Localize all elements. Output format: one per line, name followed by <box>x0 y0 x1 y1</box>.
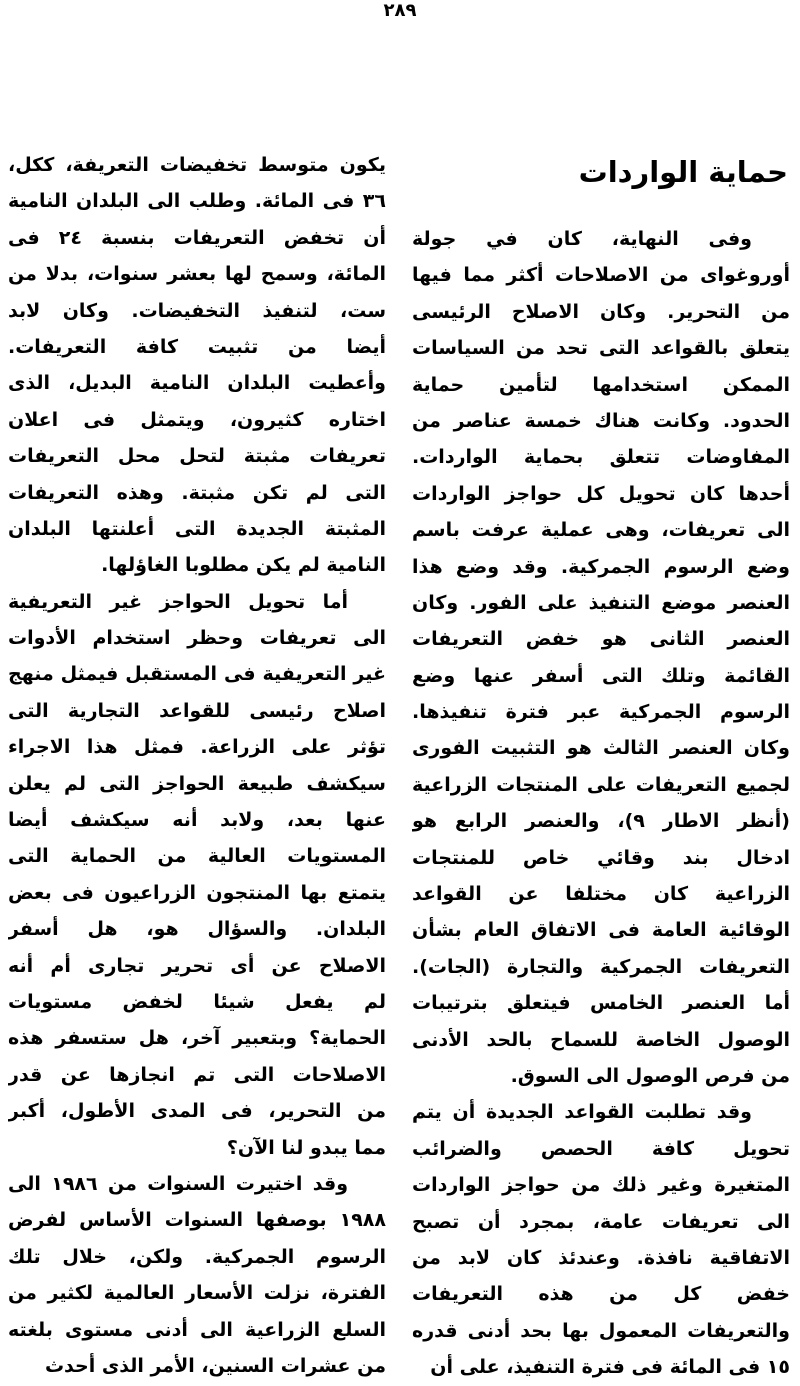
text-line: ٣٦ فى المائة. وطلب الى البلدان النامية <box>8 190 386 213</box>
text-line: الرسوم الجمركية عبر فترة تنفيذها. <box>412 701 790 724</box>
text-line: الممكن استخدامها لتأمين حماية <box>412 373 790 396</box>
text-line: مما يبدو لنا الآن؟ <box>226 1136 386 1159</box>
text-line: المتغيرة وغير ذلك من حواجز الواردات <box>412 1174 790 1197</box>
page-number: ٢٨٩ <box>383 0 417 21</box>
text-line: تعريفات مثبتة لتحل محل التعريفات <box>8 445 386 468</box>
text-line: أن تخفض التعريفات بنسبة ٢٤ فى <box>8 226 386 249</box>
section-title: حماية الواردات <box>578 155 788 189</box>
text-line: الزراعية كان مختلفا عن القواعد <box>412 883 790 906</box>
text-line: لجميع التعريفات على المنتجات الزراعية <box>412 773 790 796</box>
text-line: تؤثر على الزراعة. فمثل هذا الاجراء <box>8 736 386 759</box>
text-line: من التحرير. وكان الاصلاح الرئيسى <box>412 300 790 323</box>
text-line: وأعطيت البلدان النامية البديل، الذى <box>8 372 386 395</box>
text-line: الاصلاحات التى تم انجازها عن قدر <box>8 1063 386 1086</box>
text-line: المستويات العالية من الحماية التى <box>8 845 386 868</box>
text-line: الفترة، نزلت الأسعار العالمية لكثير من <box>8 1282 386 1305</box>
text-line: أما العنصر الخامس فيتعلق بترتيبات <box>412 992 790 1015</box>
text-line: الحدود. وكانت هناك خمسة عناصر من <box>412 409 790 432</box>
text-line: القائمة وتلك التى أسفر عنها وضع <box>412 664 790 687</box>
text-line: المثبتة الجديدة التى أعلنتها البلدان <box>8 517 386 540</box>
text-line: عنها بعد، ولابد أنه سيكشف أيضا <box>8 809 386 832</box>
text-line: أيضا من تثبيت كافة التعريفات. <box>8 335 386 358</box>
text-line: لم يفعل شيئا لخفض مستويات <box>8 990 386 1013</box>
text-line: البلدان. والسؤال هو، هل أسفر <box>8 918 386 941</box>
text-line: ست، لتنفيذ التخفيضات. وكان لابد <box>8 299 386 322</box>
text-line: أحدها كان تحويل كل حواجز الواردات <box>412 482 790 505</box>
text-line: المائة، وسمح لها بعشر سنوات، بدلا من <box>8 263 386 286</box>
right-column <box>412 221 790 1386</box>
text-line: العنصر موضع التنفيذ على الفور. وكان <box>412 591 790 614</box>
text-line: الوقائية العامة فى الاتفاق العام بشأن <box>412 919 790 942</box>
text-line: المفاوضات تتعلق بحماية الواردات. <box>412 446 790 469</box>
text-line: من التحرير، فى المدى الأطول، أكبر <box>8 1100 386 1123</box>
text-line: وكان العنصر الثالث هو التثبيت الفورى <box>412 737 790 760</box>
text-line: غير التعريفية فى المستقبل فيمثل منهج <box>8 663 386 686</box>
left-column <box>8 147 386 1384</box>
text-line: السلع الزراعية الى أدنى مستوى بلغته <box>8 1318 386 1341</box>
text-line: الاتفاقية نافذة. وعندئذ كان لابد من <box>412 1246 790 1269</box>
text-line: يكون متوسط تخفيضات التعريفة، ككل، <box>8 154 386 176</box>
text-line: والتعريفات المعمول بها بحد أدنى قدره <box>412 1319 790 1342</box>
text-line: وفى النهاية، كان في جولة <box>412 228 752 250</box>
text-line: تحويل كافة الحصص والضرائب <box>412 1137 790 1160</box>
text-line: اختاره كثيرون، ويتمثل فى اعلان <box>8 408 386 431</box>
text-line: أوروغواى من الاصلاحات أكثر مما فيها <box>412 264 790 287</box>
text-line: التى لم تكن مثبتة. وهذه التعريفات <box>8 481 386 504</box>
text-line: العنصر الثانى هو خفض التعريفات <box>412 628 790 651</box>
text-line: يتمتع بها المنتجون الزراعيون فى بعض <box>8 881 386 904</box>
text-line: أما تحويل الحواجز غير التعريفية <box>8 590 348 613</box>
text-line: الاصلاح عن أى تحرير تجارى أم أنه <box>8 954 386 977</box>
text-line: (أنظر الاطار ٩)، والعنصر الرابع هو <box>412 810 790 833</box>
text-line: اصلاح رئيسى للقواعد التجارية التى <box>8 699 386 722</box>
text-line: من فرص الوصول الى السوق. <box>510 1064 790 1087</box>
text-line: من عشرات السنين، الأمر الذى أحدث <box>44 1354 386 1377</box>
text-line: يتعلق بالقواعد التى تحد من السياسات <box>412 337 790 360</box>
text-line: الحماية؟ وبتعبير آخر، هل ستسفر هذه <box>8 1027 386 1050</box>
text-line: وضع الرسوم الجمركية. وقد وضع هذا <box>412 555 790 578</box>
text-line: الى تعريفات، وهى عملية عرفت باسم <box>412 519 790 542</box>
text-line: وقد تطلبت القواعد الجديدة أن يتم <box>412 1101 752 1124</box>
text-line: الرسوم الجمركية. ولكن، خلال تلك <box>8 1245 386 1268</box>
text-line: خفض كل من هذه التعريفات <box>412 1283 790 1306</box>
text-line: الوصول الخاصة للسماح بالحد الأدنى <box>412 1028 790 1051</box>
text-line: ادخال بند وقائي خاص للمنتجات <box>412 846 790 869</box>
text-line: ١٥ فى المائة فى فترة التنفيذ، على أن <box>430 1356 790 1379</box>
text-line: التعريفات الجمركية والتجارة (الجات). <box>412 955 790 978</box>
text-line: النامية لم يكن مطلوبا الغاؤلها. <box>101 554 386 577</box>
text-line: ١٩٨٨ بوصفها السنوات الأساس لفرض <box>8 1209 386 1232</box>
text-line: سيكشف طبيعة الحواجز التى لم يعلن <box>8 772 386 795</box>
text-line: الى تعريفات وحظر استخدام الأدوات <box>8 627 386 650</box>
text-line: الى تعريفات عامة، بمجرد أن تصبح <box>412 1210 790 1233</box>
text-line: وقد اختيرت السنوات من ١٩٨٦ الى <box>8 1172 349 1195</box>
